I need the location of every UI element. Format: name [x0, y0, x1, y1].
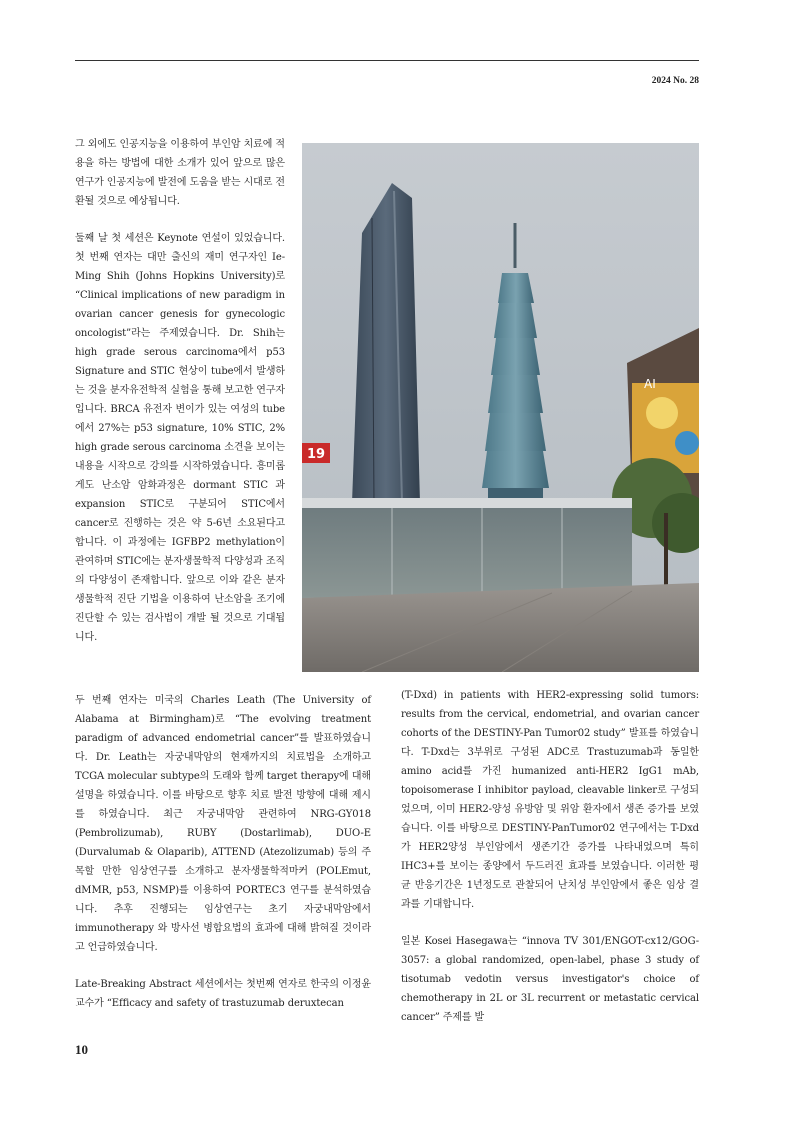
paragraph-ai-intro: 그 외에도 인공지능을 이용하여 부인암 치료에 적용을 하는 방법에 대한 소개가 있어 앞으로 많은 연구가 인공지능에 발전에 도움을 받는 시대로 전환될 것으로 예상됩니다.	[75, 139, 285, 207]
mural-sign-text: AI	[644, 377, 656, 391]
paragraph-late-breaking: Late-Breaking Abstract 세션에서는 첫번째 연자로 한국의 이정윤 교수가 “Efficacy and safety of trastuzumab deruxtecan	[75, 979, 371, 1009]
taipei-skyline-photo	[302, 143, 699, 672]
column-bottom-left-text	[75, 691, 371, 1031]
red-sign-number: 19	[307, 447, 326, 462]
issue-label: 2024 No. 28	[651, 76, 699, 86]
paragraph-keynote-shih: 둘째 날 첫 세션은 Keynote 연설이 있었습니다. 첫 번째 연자는 대만 출신의 재미 연구자인 Ie-Ming Shih (Johns Hopkins University)로 “Clinical implications of new paradigm in ovarian cancer genesis for gynecologic oncologist”라는 주제였습니다. Dr. Shih는 high grade serous carcinoma에서 p53 Signature and STIC 현상이 tube에서 발생하는 것을 분자유전학적 실험을 통해 보고한 연구자입니다. BRCA 유전자 변이가 있는 여성의 tube에서 27%는 p53 signature, 10% STIC, 2% high grade serous carcinoma 소견을 보이는 내용을 시작으로 강의를 시작하였습니다. 흥미롭게도 난소암 암화과정은 dormant STIC 과 expansion STIC로 구분되어 STIC에서 cancer로 진행하는 것은 약 5-6년 소요된다고 합니다. 이 과정에는 IGFBP2 methylation이 관여하며 STIC에는 분자생물학적 다양성과 조직의 다양성이 존재합니다. 앞으로 이와 같은 분자생물학적 진단 기법을 이용하여 난소암을 조기에 진단할 수 있는 검사법이 개발 될 것으로 기대됩니다.	[75, 233, 285, 643]
column-bottom-right-text	[401, 686, 699, 1045]
paragraph-leath: 두 번째 연자는 미국의 Charles Leath (The University of Alabama at Birmingham)로 “The evolving treatment paradigm of advanced endometrial cancer”를 발표하였습니다. Dr. Leath는 자궁내막암의 현재까지의 치료법을 소개하고 TCGA molecular subtype의 도래와 함께 target therapy에 대해 설명을 하였습니다. 이를 바탕으로 향후 치료 발전 방향에 대해 제시를 하였습니다. 최근 자궁내막암 관련하여 NRG-GY018 (Pembrolizumab), RUBY (Dostarlimab), DUO-E (Durvalumab & Olaparib), ATTEND (Atezolizumab) 등의 주목할 만한 임상연구를 소개하고 분자생물학적마커 (POLEmut, dMMR, p53, NSMP)를 이용하여 PORTEC3 연구를 분석하였습니다. 추후 진행되는 임상연구는 초기 자궁내막암에서 immunotherapy 와 방사선 병합요법의 효과에 대해 밝혀질 것이라고 언급하였습니다.	[75, 695, 371, 953]
column-left-text	[75, 135, 285, 665]
page-number: 10	[75, 1042, 88, 1057]
paragraph-hasegawa: 일본 Kosei Hasegawa는 “innova TV 301/ENGOT-cx12/GOG-3057: a global randomized, open-label, phase 3 study of tisotumab vedotin versus investigator's choice of chemotherapy in 2L or 3L recurrent or metastatic cervical cancer” 주제를 발	[401, 936, 699, 1023]
header-rule	[75, 60, 699, 61]
paragraph-tdxd: (T-Dxd) in patients with HER2-expressing solid tumors: results from the cervical, endometrial, and ovarian cancer cohorts of the DESTINY-Pan Tumor02 study” 발표를 하였습니다. T-Dxd는 3부위로 구성된 ADC로 Trastuzumab과 동일한 amino acid를 가진 humanized anti-HER2 IgG1 mAb, topoisomerase I inhibitor payload, cleavable linker로 구성되었으며, 이미 HER2-양성 유방암 및 위암 환자에서 생존 증가를 보였습니다. 이를 바탕으로 DESTINY-PanTumor02 연구에서는 T-Dxd가 HER2양성 부인암에서 생존기간 증가를 나타내었으며 특히 IHC3+를 보이는 종양에서 두드러진 효과를 보였습니다. 이러한 평균 반응기간은 1년정도로 관찰되어 난치성 부인암에서 좋은 임상 결과를 기대합니다.	[401, 690, 699, 910]
